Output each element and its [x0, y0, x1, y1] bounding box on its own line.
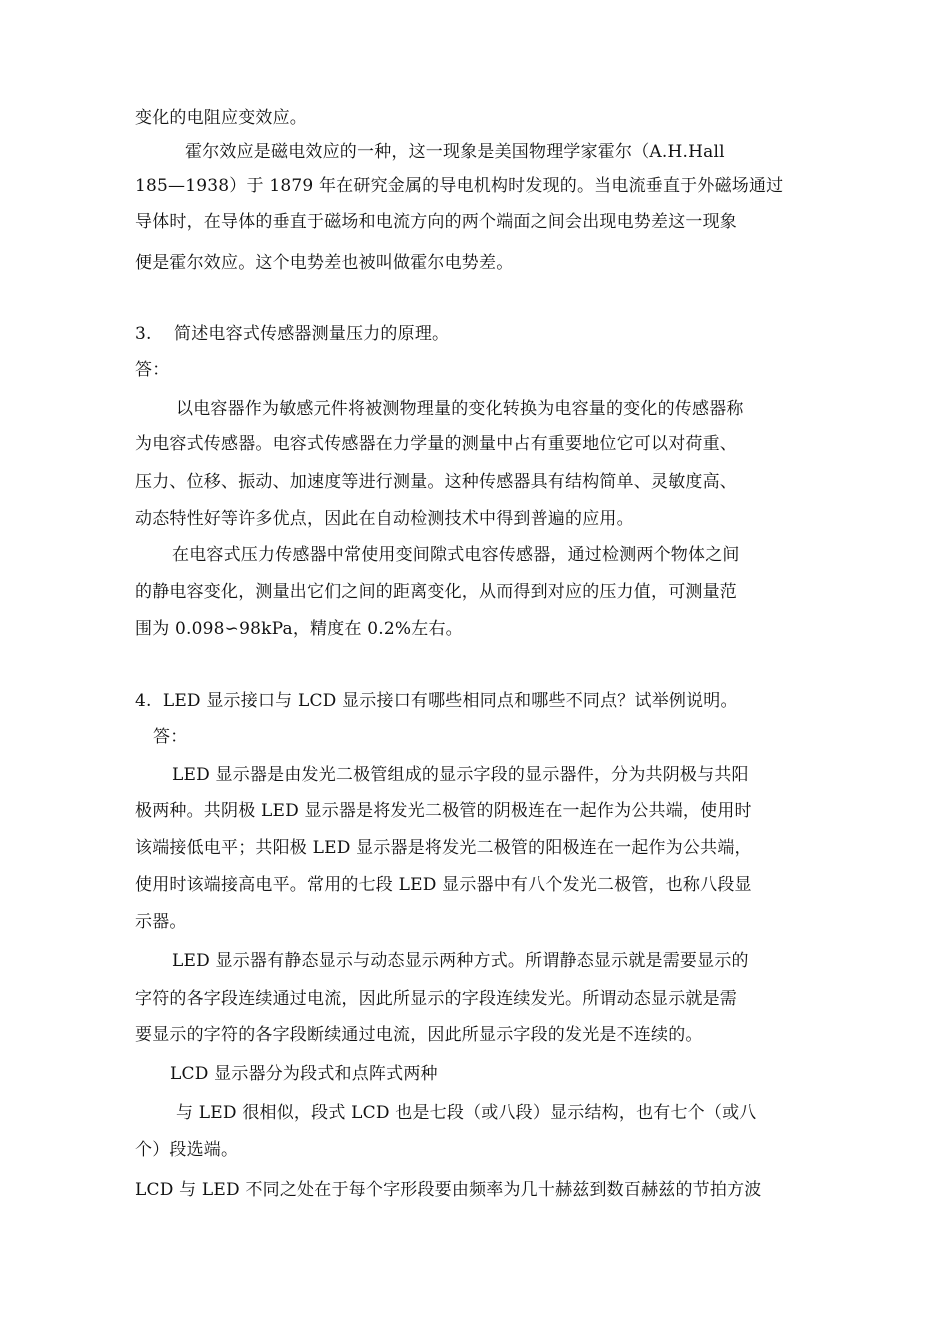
answer-label: 答： [135, 360, 170, 380]
text-line: 导体时，在导体的垂直于磁场和电流方向的两个端面之间会出现电势差这一现象 [135, 212, 737, 232]
text-line: 使用时该端接高电平。常用的七段 LED 显示器中有八个发光二极管，也称八段显 [135, 875, 752, 895]
text-line: 极两种。共阴极 LED 显示器是将发光二极管的阴极连在一起作为公共端，使用时 [135, 801, 752, 821]
text-line: 变化的电阻应变效应。 [135, 108, 307, 128]
text-line: LED 显示器是由发光二极管组成的显示字段的显示器件，分为共阴极与共阳 [172, 765, 749, 785]
text-line: 示器。 [135, 912, 187, 932]
text-line: 动态特性好等许多优点，因此在自动检测技术中得到普遍的应用。 [135, 509, 634, 529]
text-line: 与 LED 很相似，段式 LCD 也是七段（或八段）显示结构，也有七个（或八 [176, 1103, 757, 1123]
text-line: LCD 与 LED 不同之处在于每个字形段要由频率为几十赫兹到数百赫兹的节拍方波 [135, 1180, 762, 1200]
text-line: 185—1938）于 1879 年在研究金属的导电机构时发现的。当电流垂直于外磁场通过 [135, 176, 784, 196]
text-line: 在电容式压力传感器中常使用变间隙式电容传感器，通过检测两个物体之间 [172, 545, 740, 565]
answer-label: 答： [153, 727, 188, 747]
text-line: 便是霍尔效应。这个电势差也被叫做霍尔电势差。 [135, 253, 514, 273]
text-line: 的静电容变化，测量出它们之间的距离变化，从而得到对应的压力值，可测量范 [135, 582, 737, 602]
text-line: LCD 显示器分为段式和点阵式两种 [170, 1064, 438, 1084]
text-line: 压力、位移、振动、加速度等进行测量。这种传感器具有结构简单、灵敏度高、 [135, 472, 737, 492]
text-line: 霍尔效应是磁电效应的一种，这一现象是美国物理学家霍尔（A.H.Hall [185, 142, 725, 162]
text-line: 为电容式传感器。电容式传感器在力学量的测量中占有重要地位它可以对荷重、 [135, 434, 737, 454]
text-line: 以电容器作为敏感元件将被测物理量的变化转换为电容量的变化的传感器称 [176, 399, 744, 419]
text-line: 围为 0.098∽98kPa，精度在 0.2%左右。 [135, 619, 463, 639]
text-line: 该端接低电平；共阳极 LED 显示器是将发光二极管的阳极连在一起作为公共端， [135, 838, 752, 858]
text-line: 字符的各字段连续通过电流，因此所显示的字段连续发光。所谓动态显示就是需 [135, 989, 737, 1009]
question-heading: 4. LED 显示接口与 LCD 显示接口有哪些相同点和哪些不同点？试举例说明。 [135, 691, 738, 711]
text-line: 要显示的字符的各字段断续通过电流，因此所显示字段的发光是不连续的。 [135, 1025, 703, 1045]
question-heading: 3. 简述电容式传感器测量压力的原理。 [135, 324, 450, 344]
text-line: 个）段选端。 [135, 1140, 239, 1160]
text-line: LED 显示器有静态显示与动态显示两种方式。所谓静态显示就是需要显示的 [172, 951, 749, 971]
